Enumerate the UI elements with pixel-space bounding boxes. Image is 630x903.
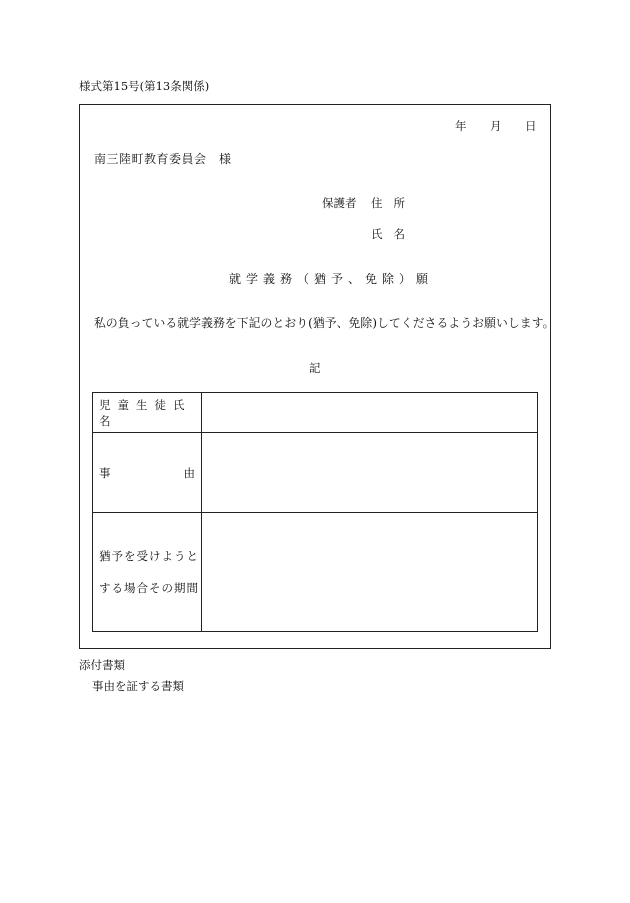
document-title: 就学義務（猶予、免除）願	[229, 272, 434, 286]
student-name-header	[93, 393, 202, 433]
name-label: 氏名	[371, 227, 416, 241]
reason-label-left: 事	[99, 465, 111, 480]
details-table	[92, 392, 538, 632]
reason-header	[93, 433, 202, 513]
student-name-cell[interactable]	[202, 393, 538, 433]
request-text: 私の負っている就学義務を下記のとおり(猶予、免除)してくださるようお願いします。	[94, 316, 555, 330]
table-row-student-name	[93, 393, 538, 433]
date-day-label: 日	[525, 119, 537, 133]
address-label: 住所	[371, 196, 416, 210]
ki-label: 記	[309, 361, 321, 375]
table-row-reason	[93, 433, 538, 513]
reason-cell[interactable]	[202, 433, 538, 513]
period-label-line1: 猶予を受けようと	[99, 549, 199, 563]
guardian-label: 保護者	[322, 196, 357, 210]
reason-label-right: 由	[183, 465, 195, 480]
table-row-period	[93, 513, 538, 632]
form-number-label: 様式第15号(第13条関係)	[79, 79, 210, 93]
attachment-item: 事由を証する書類	[92, 679, 184, 693]
date-year-label: 年	[455, 119, 467, 133]
period-label-line2: する場合その期間	[99, 581, 199, 595]
attachments-title: 添付書類	[79, 658, 125, 672]
addressee: 南三陸町教育委員会 様	[94, 152, 232, 166]
period-cell[interactable]	[202, 513, 538, 632]
student-name-label: 児童生徒氏名	[99, 397, 192, 428]
date-month-label: 月	[490, 119, 502, 133]
period-header	[93, 513, 202, 632]
